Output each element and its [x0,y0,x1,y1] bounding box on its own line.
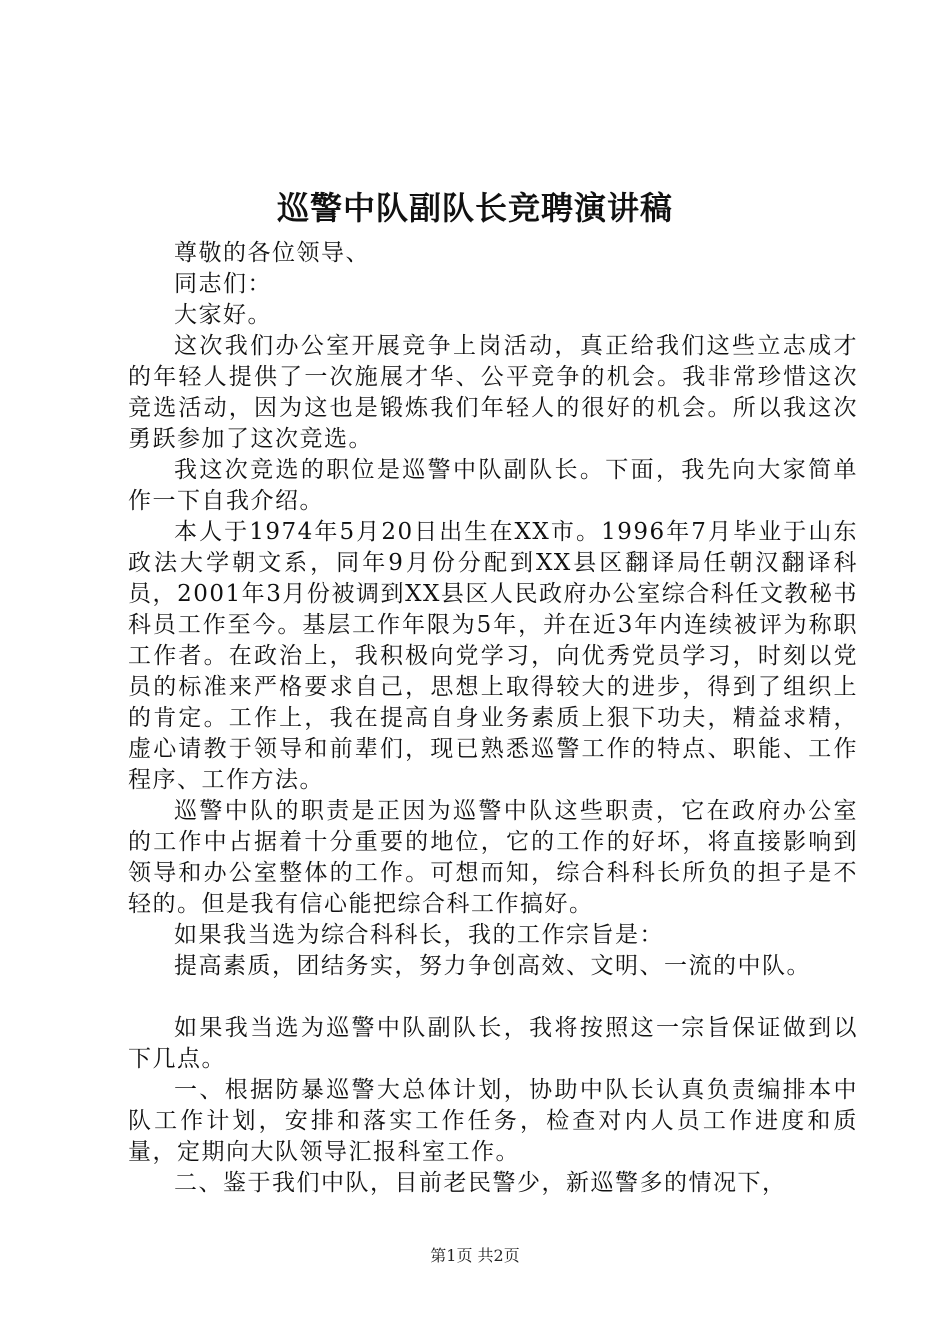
paragraph-duties: 巡警中队的职责是正因为巡警中队这些职责，它在政府办公室的工作中占据着十分重要的地位，它的工作的好坏，将直接影响到领导和办公室整体的工作。可想而知，综合科科长所负的担子是不轻的。但是我有信心能把综合科工作搞好。 [128,798,858,917]
salutation-line-2: 同志们： [174,271,272,297]
page-footer: 第1页 共2页 [430,1246,520,1265]
document-body [128,238,858,1199]
paragraph-principle-statement: 提高素质，团结务实，努力争创高效、文明、一流的中队。 [174,953,811,979]
paragraph-self-introduction: 本人于1974年5月20日出生在XX市。1996年7月毕业于山东政法大学朝文系，同年9月份分配到XX县区翻译局任朝汉翻译科员，2001年3月份被调到XX县区人民政府办公室综合科任文教秘书科员工作至今。基层工作年限为5年，并在近3年内连续被评为称职工作者。在政治上，我积极向党学习，向优秀党员学习，时刻以党员的标准来严格要求自己，思想上取得较大的进步，得到了组织上的肯定。工作上，我在提高自身业务素质上狠下功夫，精益求精，虚心请教于领导和前辈们，现已熟悉巡警工作的特点、职能、工作程序、工作方法。 [128,519,858,793]
salutation-line-1: 尊敬的各位领导、 [174,240,370,266]
blank-line [128,982,858,1013]
paragraph-work-principle: 如果我当选为综合科科长，我的工作宗旨是： [174,922,664,948]
paragraph-point-two: 二、鉴于我们中队，目前老民警少，新巡警多的情况下， [174,1170,787,1196]
paragraph-position: 我这次竞选的职位是巡警中队副队长。下面，我先向大家简单作一下自我介绍。 [128,457,858,514]
paragraph-intro: 这次我们办公室开展竞争上岗活动，真正给我们这些立志成才的年轻人提供了一次施展才华、公平竞争的机会。我非常珍惜这次竞选活动，因为这也是锻炼我们年轻人的很好的机会。所以我这次勇跃参加了这次竞选。 [128,333,858,452]
paragraph-point-one: 一、根据防暴巡警大总体计划，协助中队长认真负责编排本中队工作计划，安排和落实工作任务，检查对内人员工作进度和质量，定期向大队领导汇报科室工作。 [128,1077,858,1165]
greeting: 大家好。 [174,302,272,328]
paragraph-commitments: 如果我当选为巡警中队副队长，我将按照这一宗旨保证做到以下几点。 [128,1015,858,1072]
page-title: 巡警中队副队长竞聘演讲稿 [276,189,673,227]
